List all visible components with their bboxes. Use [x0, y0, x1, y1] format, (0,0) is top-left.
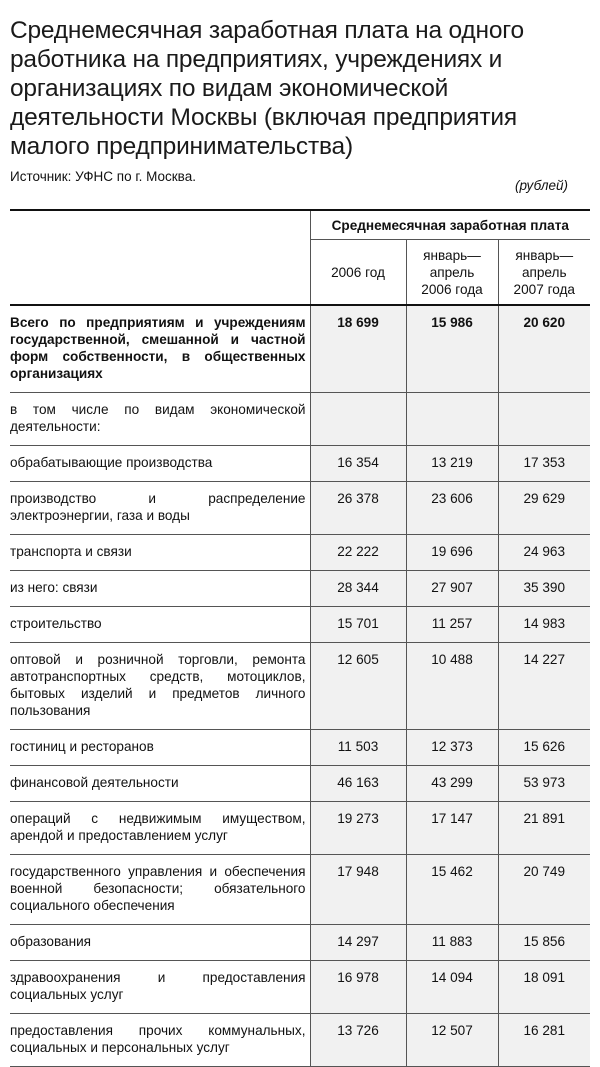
- row-label: государственного управления и обеспечения военной безопасности; обязательного социального обеспечения: [10, 855, 310, 925]
- row-value: 27 907: [406, 571, 498, 607]
- row-value: 17 147: [406, 802, 498, 855]
- table-row: [10, 535, 590, 571]
- row-value: 15 626: [498, 730, 590, 766]
- row-value: 53 973: [498, 766, 590, 802]
- row-value: [498, 393, 590, 446]
- table-row: [10, 961, 590, 1014]
- table-body: [10, 305, 590, 1067]
- row-value: 16 978: [310, 961, 406, 1014]
- row-value: 11 257: [406, 607, 498, 643]
- row-label: предоставления прочих коммунальных, социальных и персональных услуг: [10, 1014, 310, 1067]
- row-value: 43 299: [406, 766, 498, 802]
- table-row: [10, 730, 590, 766]
- row-value: 18 091: [498, 961, 590, 1014]
- column-group-header: Среднемесячная заработная плата: [310, 210, 590, 240]
- column-header-jan-apr-2007: [498, 240, 590, 306]
- row-label: финансовой деятельности: [10, 766, 310, 802]
- table-row: [10, 607, 590, 643]
- row-label: оптовой и розничной торговли, ремонта автотранспортных средств, мотоциклов, бытовых изделий и предметов личного пользования: [10, 643, 310, 730]
- row-value: 14 983: [498, 607, 590, 643]
- row-value: 17 353: [498, 446, 590, 482]
- row-value: 16 281: [498, 1014, 590, 1067]
- row-value: 14 227: [498, 643, 590, 730]
- row-label: обрабатывающие производства: [10, 446, 310, 482]
- row-value: 12 507: [406, 1014, 498, 1067]
- table-row: [10, 571, 590, 607]
- row-label: в том числе по видам экономической деятельности:: [10, 393, 310, 446]
- row-value: 13 219: [406, 446, 498, 482]
- row-value: 12 373: [406, 730, 498, 766]
- table-row: [10, 925, 590, 961]
- column-header-text: январь—апрель 2006 года: [421, 247, 483, 297]
- table-row: [10, 393, 590, 446]
- row-value: 12 605: [310, 643, 406, 730]
- row-value: 26 378: [310, 482, 406, 535]
- row-value: 18 699: [310, 305, 406, 393]
- row-label: Всего по предприятиям и учреждениям государственной, смешанной и частной форм собственности, в общественных организациях: [10, 305, 310, 393]
- row-label: гостиниц и ресторанов: [10, 730, 310, 766]
- column-header-text: январь—апрель 2007 года: [513, 247, 575, 297]
- row-value: 21 891: [498, 802, 590, 855]
- row-value: 14 297: [310, 925, 406, 961]
- row-value: 11 503: [310, 730, 406, 766]
- row-value: [406, 393, 498, 446]
- row-value: 23 606: [406, 482, 498, 535]
- row-value: 13 726: [310, 1014, 406, 1067]
- row-value: 10 488: [406, 643, 498, 730]
- row-value: 46 163: [310, 766, 406, 802]
- row-label: производство и распределение электроэнергии, газа и воды: [10, 482, 310, 535]
- row-value: 15 986: [406, 305, 498, 393]
- row-value: 11 883: [406, 925, 498, 961]
- row-value: 20 620: [498, 305, 590, 393]
- column-header-2006: 2006 год: [310, 240, 406, 306]
- table-row: [10, 305, 590, 393]
- meta-line: [10, 169, 570, 203]
- table-row: [10, 643, 590, 730]
- table-row: [10, 482, 590, 535]
- row-value: [310, 393, 406, 446]
- salary-table: [10, 209, 590, 1067]
- row-value: 14 094: [406, 961, 498, 1014]
- row-value: 19 273: [310, 802, 406, 855]
- page-title: Среднемесячная заработная плата на одного работника на предприятиях, учреждениях и организациях по видам экономической деятельности Москвы (включая предприятия малого предпринимательства): [10, 17, 524, 160]
- row-value: 22 222: [310, 535, 406, 571]
- row-label: здравоохранения и предоставления социальных услуг: [10, 961, 310, 1014]
- source-note: Источник: УФНС по г. Москва.: [10, 169, 196, 184]
- row-label: образования: [10, 925, 310, 961]
- column-header-jan-apr-2006: [406, 240, 498, 306]
- row-label: из него: связи: [10, 571, 310, 607]
- row-label: операций с недвижимым имуществом, арендой и предоставлением услуг: [10, 802, 310, 855]
- table-row: [10, 446, 590, 482]
- row-value: 16 354: [310, 446, 406, 482]
- row-value: 35 390: [498, 571, 590, 607]
- row-label: строительство: [10, 607, 310, 643]
- header-row-group: [10, 210, 590, 240]
- row-value: 24 963: [498, 535, 590, 571]
- row-value: 17 948: [310, 855, 406, 925]
- row-value: 15 462: [406, 855, 498, 925]
- table-row: [10, 1014, 590, 1067]
- row-value: 15 701: [310, 607, 406, 643]
- unit-note: (рублей): [514, 178, 568, 193]
- header-blank-cell: [10, 210, 310, 305]
- row-label: транспорта и связи: [10, 535, 310, 571]
- table-row: [10, 855, 590, 925]
- row-value: 29 629: [498, 482, 590, 535]
- row-value: 19 696: [406, 535, 498, 571]
- table-row: [10, 766, 590, 802]
- row-value: 28 344: [310, 571, 406, 607]
- row-value: 15 856: [498, 925, 590, 961]
- row-value: 20 749: [498, 855, 590, 925]
- table-row: [10, 802, 590, 855]
